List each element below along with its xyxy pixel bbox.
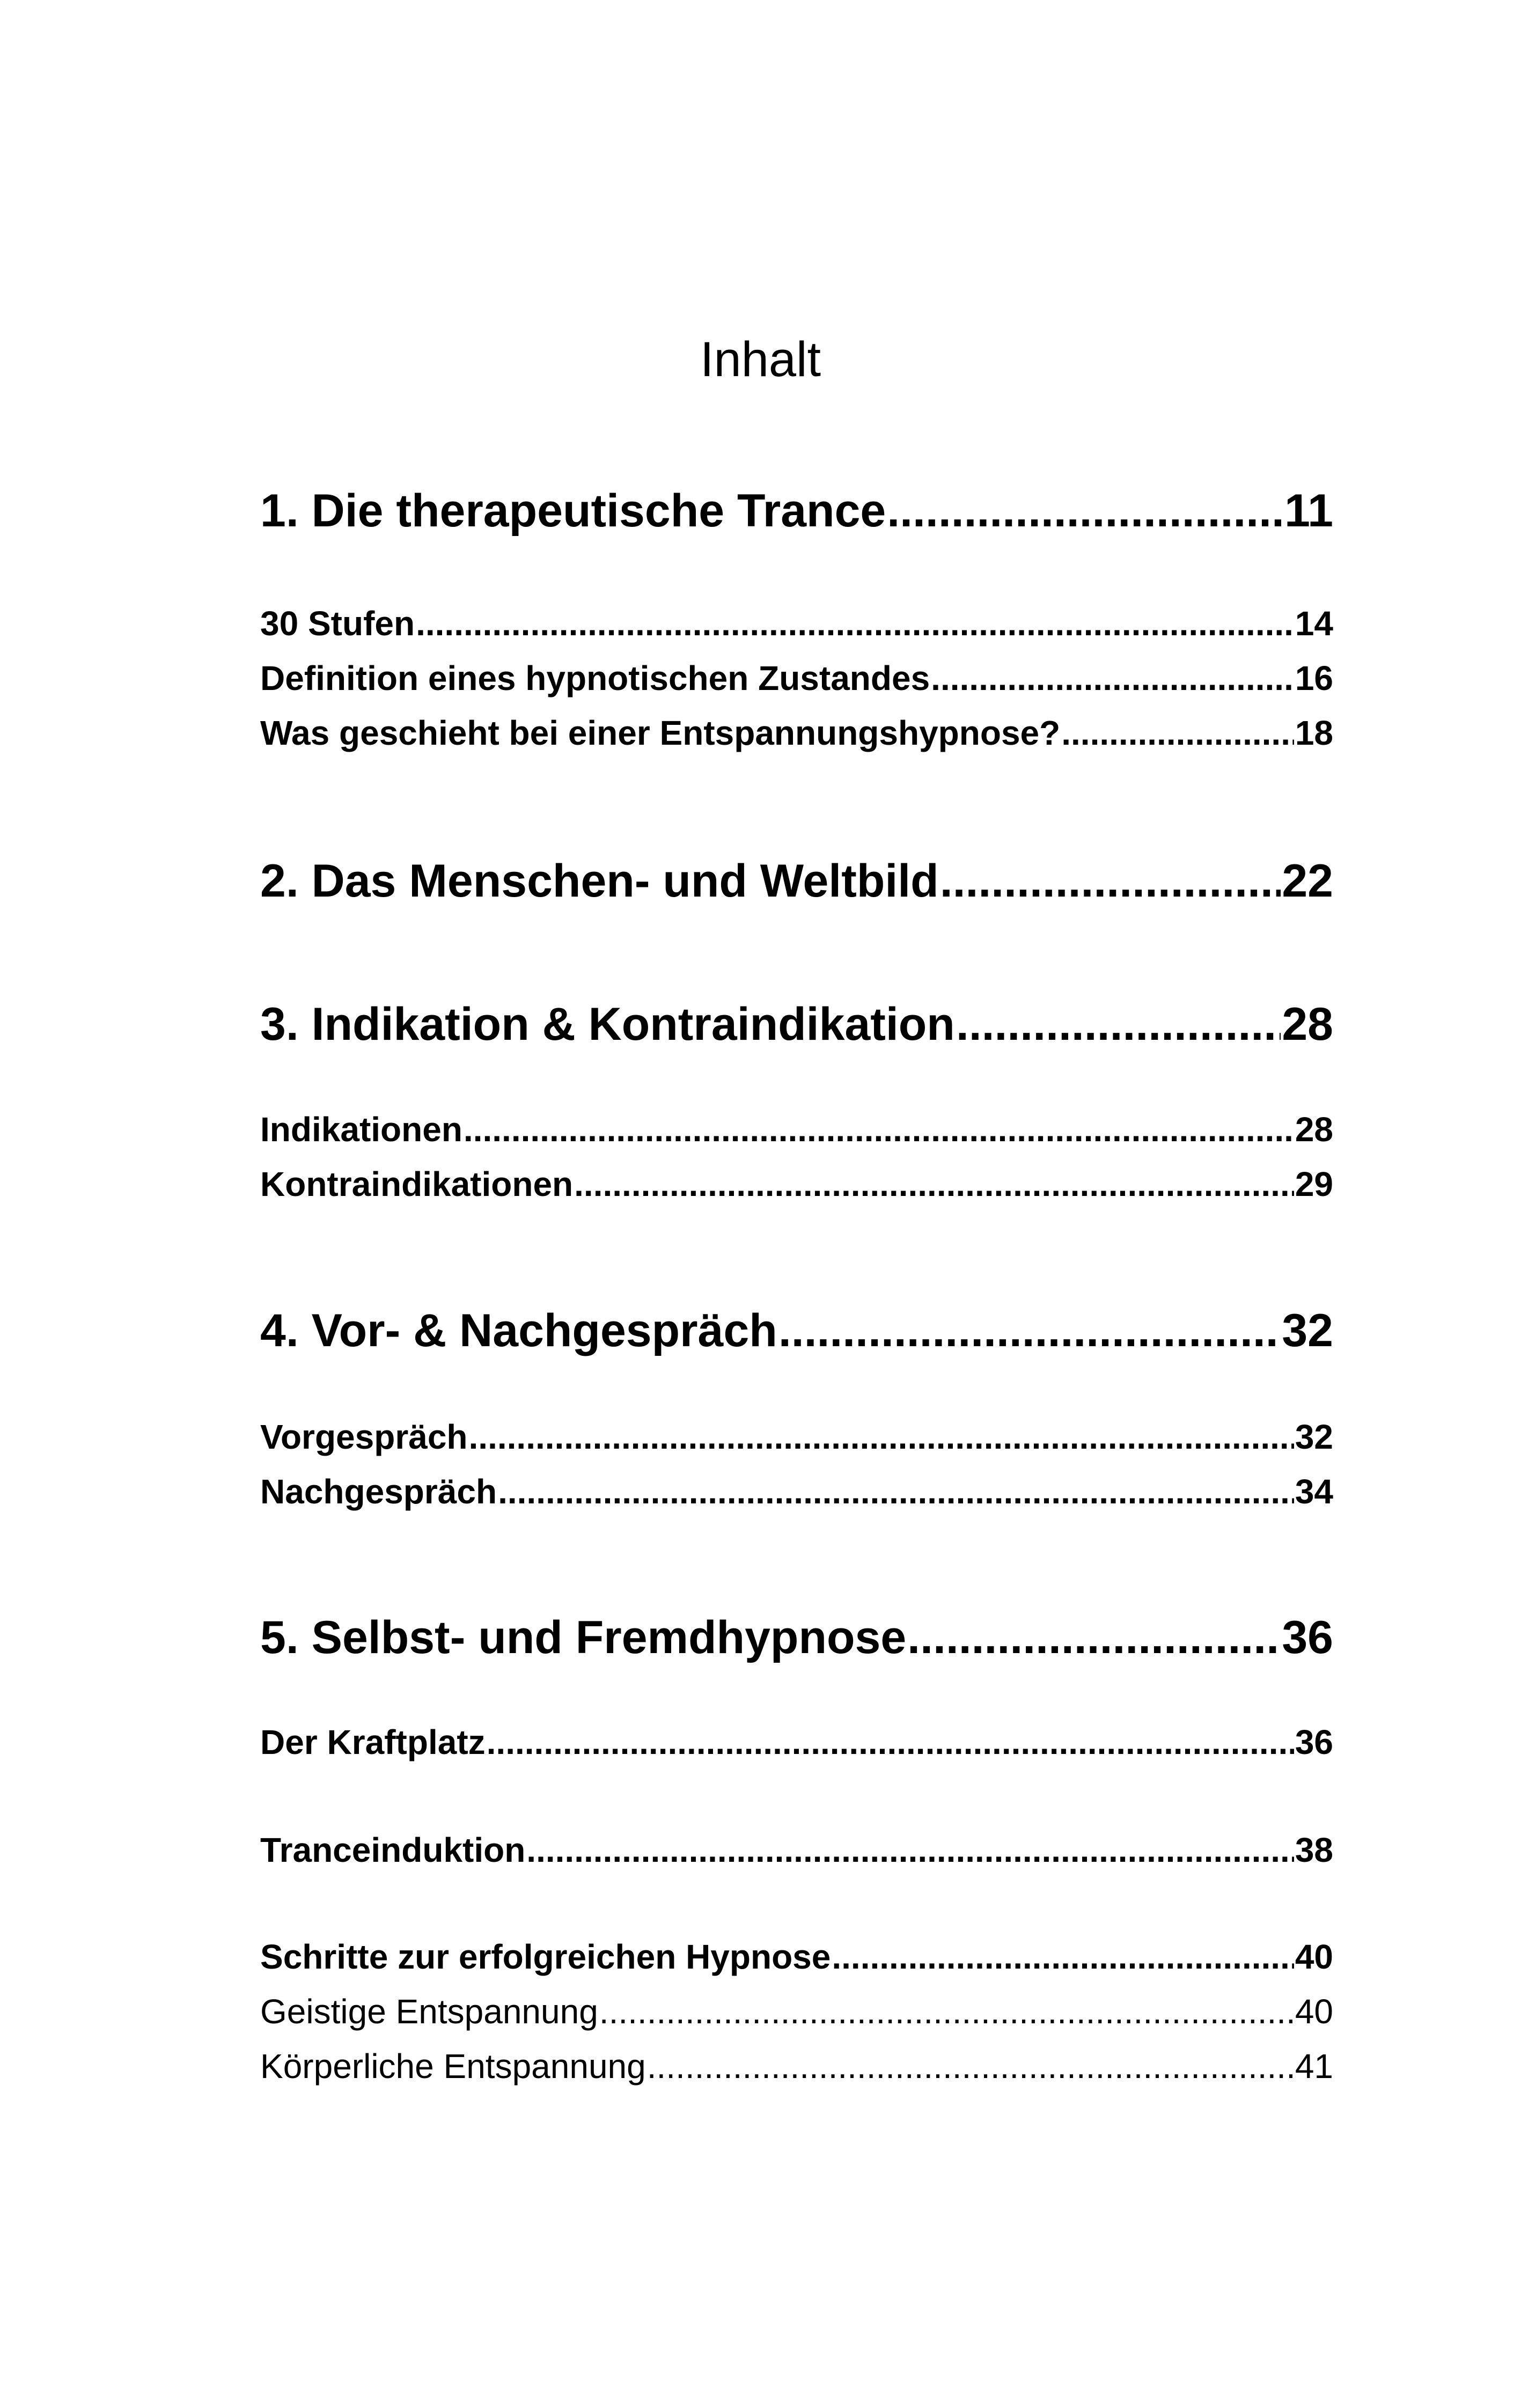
toc-entry-page: 14 — [1295, 604, 1333, 643]
toc-entry-label: 4. Vor- & Nachgespräch — [260, 1305, 777, 1356]
toc-section-nachgespraech — [260, 1467, 1333, 1516]
toc-entry-label: Vorgespräch — [260, 1418, 468, 1456]
toc-entry-label: 2. Das Menschen- und Weltbild — [260, 855, 939, 907]
toc-chapter-3 — [260, 992, 1333, 1056]
toc-subsection-koerperliche — [260, 2042, 1333, 2090]
toc-leader-dots — [487, 1718, 1294, 1766]
toc-section-vorgespraech — [260, 1413, 1333, 1461]
toc-entry-page: 34 — [1295, 1472, 1333, 1511]
toc-leader-dots — [416, 599, 1294, 648]
toc-leader-dots — [907, 1605, 1281, 1670]
toc-leader-dots — [599, 1987, 1294, 2036]
toc-entry-page: 40 — [1295, 1992, 1333, 2031]
toc-section-definition — [260, 654, 1333, 702]
toc-entry-page: 18 — [1295, 714, 1333, 752]
toc-entry-page: 32 — [1295, 1418, 1333, 1456]
toc-entry-page: 36 — [1295, 1723, 1333, 1761]
toc-entry-label: Was geschieht bei einer Entspannungshypnose? — [260, 714, 1061, 752]
toc-entry-label: 1. Die therapeutische Trance — [260, 485, 886, 537]
toc-leader-dots — [940, 849, 1281, 913]
toc-leader-dots — [647, 2042, 1294, 2090]
toc-leader-dots — [498, 1467, 1294, 1516]
toc-leader-dots — [778, 1298, 1281, 1363]
toc-entry-page: 16 — [1295, 659, 1333, 698]
toc-entry-label: Indikationen — [260, 1110, 462, 1149]
toc-entry-label: Der Kraftplatz — [260, 1723, 486, 1761]
toc-entry-label: Definition eines hypnotischen Zustandes — [260, 659, 930, 698]
toc-entry-label: Kontraindikationen — [260, 1165, 574, 1203]
toc-entry-page: 29 — [1295, 1165, 1333, 1203]
toc-entry-label: Tranceinduktion — [260, 1831, 526, 1869]
toc-section-30-stufen — [260, 599, 1333, 648]
toc-section-entspannungshypnose — [260, 709, 1333, 757]
toc-leader-dots — [887, 479, 1283, 543]
toc-entry-label: Nachgespräch — [260, 1472, 497, 1511]
toc-chapter-4 — [260, 1298, 1333, 1363]
toc-leader-dots — [526, 1826, 1294, 1874]
toc-leader-dots — [956, 992, 1281, 1056]
toc-entry-label: Schritte zur erfolgreichen Hypnose — [260, 1937, 831, 1976]
toc-entry-page: 36 — [1282, 1612, 1333, 1663]
toc-entry-page: 38 — [1295, 1831, 1333, 1869]
toc-entry-label: Körperliche Entspannung — [260, 2047, 646, 2086]
toc-section-tranceinduktion — [260, 1826, 1333, 1874]
toc-leader-dots — [931, 654, 1294, 702]
toc-section-kraftplatz — [260, 1718, 1333, 1766]
page-title: Inhalt — [700, 332, 821, 387]
toc-chapter-1 — [260, 479, 1333, 543]
toc-chapter-5 — [260, 1605, 1333, 1670]
toc-section-indikationen — [260, 1105, 1333, 1154]
toc-section-kontraindikationen — [260, 1160, 1333, 1208]
toc-entry-page: 28 — [1295, 1110, 1333, 1149]
toc-subsection-geistige — [260, 1987, 1333, 2036]
toc-leader-dots — [469, 1413, 1294, 1461]
toc-entry-page: 22 — [1282, 855, 1333, 907]
toc-leader-dots — [832, 1933, 1294, 1981]
toc-entry-label: 5. Selbst- und Fremdhypnose — [260, 1612, 907, 1663]
toc-leader-dots — [464, 1105, 1294, 1154]
toc-leader-dots — [574, 1160, 1294, 1208]
toc-leader-dots — [1061, 709, 1294, 757]
toc-entry-label: Geistige Entspannung — [260, 1992, 598, 2031]
toc-entry-label: 30 Stufen — [260, 604, 415, 643]
toc-entry-page: 32 — [1282, 1305, 1333, 1356]
toc-chapter-2 — [260, 849, 1333, 913]
toc-entry-page: 41 — [1295, 2047, 1333, 2086]
toc-entry-page: 11 — [1284, 485, 1333, 537]
toc-entry-page: 40 — [1295, 1937, 1333, 1976]
toc-entry-label: 3. Indikation & Kontraindikation — [260, 999, 955, 1050]
toc-entry-page: 28 — [1282, 999, 1333, 1050]
toc-section-schritte — [260, 1933, 1333, 1981]
